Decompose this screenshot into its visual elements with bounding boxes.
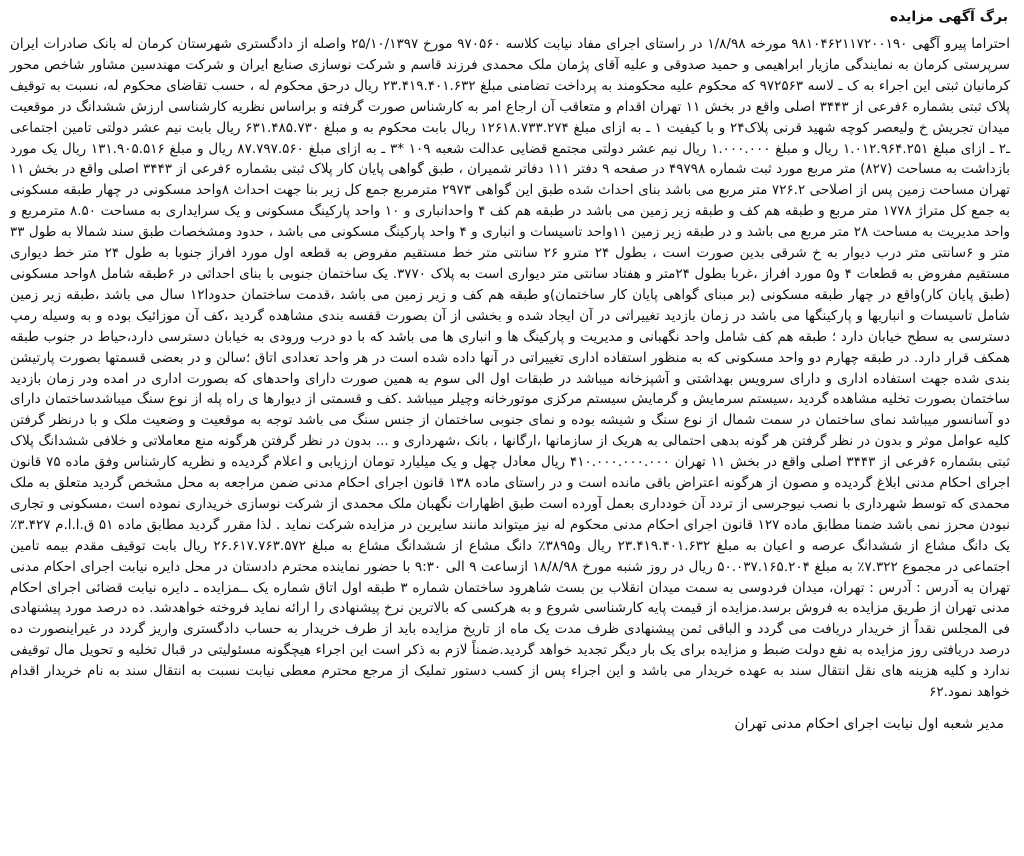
notice-signature: مدیر شعبه اول نیابت اجرای احکام مدنی تهران <box>734 716 1004 732</box>
notice-body: احتراما پیرو آگهی ۹۸۱۰۴۶۲۱۱۷۲۰۰۱۹۰ مورخه ۱/۸/۹۸ در راستای اجرای مفاد نیابت کلاسه ۹۷۰۵۶۰ مورخ ۲۵/۱۰/۱۳۹۷ واصله از دادگستری شهرستان کرمان له بانک صادرات ایران سرپرستی کرمان به نمایندگی مازیار ابراهیمی و حمید صدوقی و علیه آقای پژمان ملک محمدی فرزند قاسم و شرکت نوسازی صنایع ایران و شرکت مهندسین مشاور شاخص محور کرمانیان ثبتی این اجراء به ک ـ لاسه ۹۷۲۵۶۳ که محکوم علیه محکومند به پرداخت تضامنی مبلغ ۲۳.۴۱۹.۴۰۱.۶۳۲ ریال درحق محکوم له ، حسب تقاضای محکوم له، نسبت به توقیف پلاک ثبتی بشماره ۶فرعی از ۳۴۴۳ اصلی واقع در بخش ۱۱ تهران اقدام و متعاقب آن ارجاع امر به کارشناس صورت گرفته و براساس نظریه کارشناسی ارزش ششدانگ در موقعیت میدان تجریش خ ولیعصر کوچه شهید قرنی پلاک۲۴ و با کیفیت ۱ ـ به ازای مبلغ ۱۲۶۱۸.۷۳۳.۲۷۴ ریال بابت محکوم به و مبلغ ۶۳۱.۴۸۵.۷۳۰ ریال بابت نیم عشر دولتی تامین اجتماعی ـ۲ ـ ازای مبلغ ۱.۰۱۲.۹۶۴.۲۵۱ ریال و مبلغ ۱.۰۰۰.۰۰۰ ریال نیم عشر دولتی مجتمع قضایی عدالت شعبه ۱۰۹ *۳ ـ به ازای مبلغ ۸۷.۷۹۷.۵۶۰ ریال و مبلغ ۱۳۱.۹۰۵.۵۱۶ ریال یک مورد بازداشت به مساحت (۸۲۷) متر مربع مورد ثبت شماره ۴۹۷۹۸ در صفحه ۹ دفتر ۱۱۱ دفاتر شمیران ، طبق گواهی پایان کار پلاک ثبتی بشماره ۶فرعی از ۳۴۴۳ اصلی واقع در بخش ۱۱ تهران مساحت زمین پس از اصلاحی ۷۲۶.۲ متر مربع می باشد بنای احداث شده طبق این گواهی ۲۹۷۳ مترمربع جمع کل زیر بنا جهت احداث ۸واحد مسکونی در چهار طبقه مسکونی به جمع کل متراژ ۱۷۷۸ متر مربع و طبقه هم کف و طبقه زیر زمین می باشد در طبقه هم کف ۴ واحدانباری و ۱۰ واحد پارکینگ مسکونی و یک سرایداری به مساحت ۸.۵۰ مترمربع و واحد مدیریت به مساحت ۲۸ متر مربع می باشد و در طبقه زیر زمین ۱۱واحد تاسیسات و انباری و ۴ واحد پارکینگ مسکونی می باشد ، حدود ومشخصات طبق سند شمالا به طول ۳۳ متر و ۶سانتی متر درب دیوار به خ شرقی بدین صورت است ، بطول ۲۴ مترو ۲۶ سانتی متر خط مستقیم مفروض به قطعه اول مورد افراز جنوبا به طول ۲۴ متر خط دیواری مستقیم مفروض به قطعات ۴ و۵ مورد افراز ،غربا بطول ۲۴متر و هفتاد سانتی متر دیواری است به پلاک ۳۷۷۰. یک ساختمان جنوبی با بنای احداثی در ۶طبقه شامل ۸واحد مسکونی (طبق پایان کار)واقع در چهار طبقه مسکونی (بر مبنای گواهی پایان کار ساختمان)و طبقه هم کف و زیر زمین می باشد ،قدمت ساختمان حدودا۱۲ سال می باشد ،طبقه زیر زمین شامل تاسیسات و انباریها و پارکینگها می باشد در زمان بازدید تغییراتی در آن ایجاد شده و بخشی از آن بصورت قفسه بندی مشاهده گردید ،کف آن موزائیک بوده و به وسیله رمپ دسترسی به سطح خیابان دارد ؛ طبقه هم کف شامل واحد نگهبانی و مدیریت و پارکینگ ها و انباری ها می باشد که با دو درب ورودی به خیابان دسترسی دارد،حیاط در جنوب طبقه همکف قرار دارد. در طبقه چهارم دو واحد مسکونی که به منظور استفاده اداری تغییراتی در آنها داده شده است در هر واحد تعدادی اتاق ؛سالن و در بعضی قسمتها بصورت پارتیشن بندی شده جهت استفاده اداری و دارای سرویس بهداشتی و آشپزخانه میباشد در طبقات اول الی سوم به همین صورت دارای واحدهای که بصورت اداری در امده ودر زمان بازدید ساختمان بصورت تخلیه مشاهده گردید ،سیستم سرمایش و گرمایش سیستم مرکزی موتورخانه وچیلر میباشد .کف و قسمتی از دیوارها ی راه پله از نوع سنگ میباشدساختمان دارای دو آسانسور میباشد نمای ساختمان در سمت شمال از نوع سنگ و شیشه بوده و نمای جنوبی ساختمان از جنس سنگ می باشد توجه به موقعیت و وضعیت ملک و با درنظر گرفتن کلیه عوامل موثر و بدون در نظر گرفتن هر گونه بدهی احتمالی به هریک از سازمانها ،ارگانها ، بانک ،شهرداری و ... بدون در نظر گرفتن هرگونه منع معاملاتی و خلافی ششدانگ پلاک ثبتی بشماره ۶فرعی از ۳۴۴۳ اصلی واقع در بخش ۱۱ تهران ۴۱۰.۰۰۰.۰۰۰.۰۰۰ ریال معادل چهل و یک میلیارد تومان ارزیابی و اعلام گردیده و نظریه کارشناس وفق ماده ۷۵ قانون اجرای احکام مدنی ابلاغ گردیده و مصون از هرگونه اعتراض باقی مانده است و در راستای ماده ۱۳۸ قانون اجرای احکام مدنی ضمن مراجعه به محل مشخص گردید متعلق به ملک محمدی که توسط شهرداری با نصب نیوجرسی از تردد آن خودداری بعمل آورده است طبق اظهارات نگهبان ملک محمدی از شرکت نوسازی خریداری نموده است ،مسکونی و تجاری نبودن محرز نمی باشد ضمنا مطابق ماده ۱۲۷ قانون اجرای احکام مدنی محکوم له نیز میتواند مانند سایرین در مزایده شرکت نماید . لذا مقرر گردید مطابق ماده ۵۱ ق.ا.ا.م ۳.۴۲۷٪ یک دانگ مشاع از ششدانگ عرصه و اعیان به مبلغ ۲۳.۴۱۹.۴۰۱.۶۳۲ ریال و۳۸۹۵٪ دانگ مشاع از ششدانگ مشاع به مبلغ ۲۶.۶۱۷.۷۶۳.۵۷۲ ریال بابت توقیف مقدم بیمه تامین اجتماعی در مجموع ۷.۳۲۲٪ به مبلغ ۵۰.۰۳۷.۱۶۵.۲۰۴ ریال در روز شنبه مورخ ۱۸/۸/۹۸ ازساعت ۹ الی ۹:۳۰ با حضور نماینده محترم دادستان در محل دایره نیابت اجرای احکام مدنی تهران به آدرس : آدرس : تهران، میدان فردوسی به سمت میدان انقلاب بن بست شاهرود ساختمان شماره ۳ طبقه اول اتاق شماره یک ــمزایده ـ دایره نیابت قضائی اجرای احکام مدنی تهران از طریق مزایده به فروش برسد.مزایده از قیمت پایه کارشناسی شروع و به هرکسی که بالاترین نرخ پیشنهادی را ارائه نماید فروخته خواهدشد. ده درصد مورد پیشنهادی فی المجلس نقداً از خریدار دریافت می گردد و الباقی ثمن پیشنهادی ظرف مدت یک ماه از تاریخ مزایده باید از طرف خریدار به حساب دادگستری واریز گردد در غیراینصورت ده درصد دریافتی روز مزایده به نفع دولت ضبط و مزایده برای یک بار دیگر تجدید خواهد گردید.ضمناً لازم به ذکر است این اجراء هیچگونه مسئولیتی در قبال تخلیه و تحویل مال توقیفی ندارد و کلیه هزینه های نقل انتقال سند به عهده خریدار می باشد و این اجراء پس از کسب دستور تملیک از مرجع محترم معطی نیابت نسبت به انتقال سند به نام خریدار اقدام خواهد نمود.۶۲ <box>10 36 1011 701</box>
notice-title: برگ آگهی مزایده <box>889 9 1008 25</box>
